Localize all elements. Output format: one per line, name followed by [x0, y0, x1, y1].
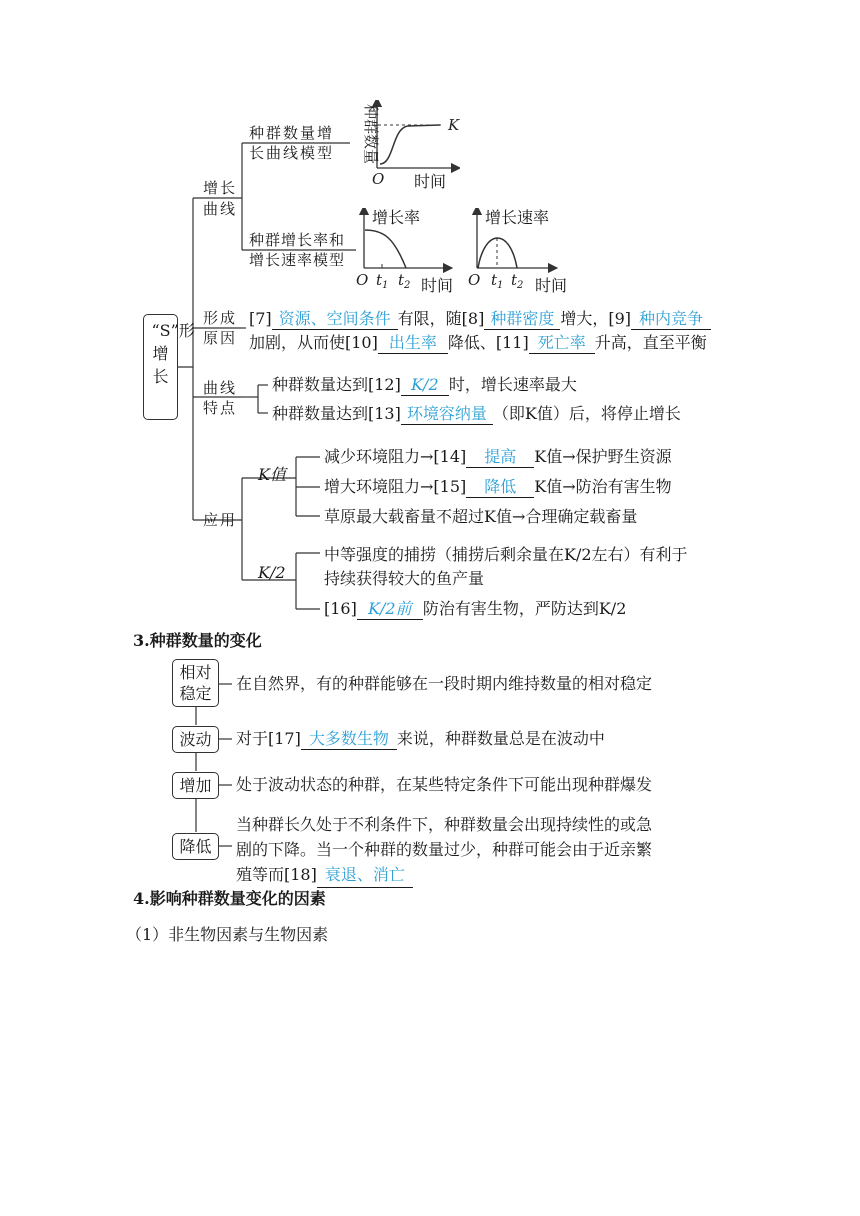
branch-feature-label: 曲线 特点 [203, 379, 238, 417]
model1-label: 种群数量增 长曲线模型 [249, 124, 335, 162]
answer-7: 资源、空间条件 [272, 309, 398, 330]
graph1-ylabel: 种群数量 [362, 104, 380, 165]
graph2-ylabel: 增长率 [372, 208, 421, 227]
answer-15: 降低 [466, 477, 534, 498]
box-fluctuation: 波动 [172, 726, 219, 753]
apply-khalf-row1: 中等强度的捕捞（捕捞后剩余量在K/2左右）有利于 持续获得较大的鱼产量 [324, 545, 688, 588]
feature-row2: 种群数量达到[13] 环境容纳量 （即K值）后，将停止增长 [272, 404, 681, 423]
graph2-xlabel: 时间 [421, 276, 454, 295]
apply-k-row1: 减少环境阻力→[14] 提高 K值→保护野生资源 [324, 447, 672, 466]
answer-12: K/2 [401, 375, 449, 396]
branch-apply-label: 应用 [203, 511, 238, 529]
answer-9: 种内竞争 [631, 309, 711, 330]
answer-10: 出生率 [378, 333, 448, 354]
box-relative-stable: 相对 稳定 [172, 659, 219, 707]
box-increase: 增加 [172, 772, 219, 799]
answer-11: 死亡率 [529, 333, 595, 354]
graph3-t1: $t_1$ [491, 271, 504, 288]
answer-18: 衰退、消亡 [317, 862, 413, 888]
answer-16: K/2前 [357, 599, 423, 620]
box-decrease: 降低 [172, 833, 219, 860]
apply-k-value-label: K值 [258, 465, 286, 484]
graph1-k-label: K [448, 116, 460, 134]
apply-khalf-row2: [16] K/2前 防治有害生物，严防达到K/2 [324, 599, 627, 618]
graph2-t1: $t_1$ [376, 271, 389, 288]
root-label: “S”形增长 [151, 321, 195, 386]
graph2-origin: O [356, 271, 369, 288]
apply-k-row3: 草原最大载畜量不超过K值→合理确定载畜量 [324, 507, 638, 526]
branch-cause-label: 形成 原因 [203, 309, 238, 347]
apply-k-half-label: K/2 [258, 563, 286, 582]
section3-title: 3.种群数量的变化 [133, 631, 262, 650]
graph1-origin: O [372, 170, 385, 188]
cause-line2: 加剧，从而使[10] 出生率 降低、[11] 死亡率 升高，直至平衡 [249, 333, 707, 352]
section4-title: 4.影响种群数量变化的因素 [133, 889, 326, 908]
graph1-xlabel: 时间 [414, 172, 447, 191]
apply-k-row2: 增大环境阻力→[15] 降低 K值→防治有害生物 [324, 477, 672, 496]
graph3-xlabel: 时间 [535, 276, 568, 295]
decrease-text: 当种群长久处于不利条件下，种群数量会出现持续性的或急 剧的下降。当一个种群的数量过少，种群可能会由于近亲繁 殖等而[18] 衰退、消亡 [236, 812, 652, 888]
answer-13: 环境容纳量 [401, 404, 493, 425]
cause-line1: [7] 资源、空间条件 有限，随[8] 种群密度 增大，[9] 种内竞争 [249, 309, 711, 330]
answer-17: 大多数生物 [301, 729, 397, 750]
graph3-t2: $t_2$ [511, 271, 524, 288]
graph2-t2: $t_2$ [398, 271, 411, 288]
fluctuation-text: 对于[17] 大多数生物 来说，种群数量总是在波动中 [236, 729, 605, 748]
answer-14: 提高 [466, 447, 534, 468]
stable-text: 在自然界，有的种群能够在一段时期内维持数量的相对稳定 [236, 674, 653, 693]
graph3-origin: O [468, 271, 481, 288]
feature-row1: 种群数量达到[12] K/2 时，增长速率最大 [272, 375, 577, 394]
branch-curve-label: 增长曲线 [203, 179, 238, 218]
graph3-ylabel: 增长速率 [485, 208, 550, 227]
model2-label: 种群增长率和 增长速率模型 [249, 231, 346, 269]
root-box-s-growth [143, 314, 195, 420]
section4-subtitle: （1）非生物因素与生物因素 [126, 925, 329, 944]
answer-8: 种群密度 [484, 309, 560, 330]
increase-text: 处于波动状态的种群，在某些特定条件下可能出现种群爆发 [236, 775, 653, 794]
